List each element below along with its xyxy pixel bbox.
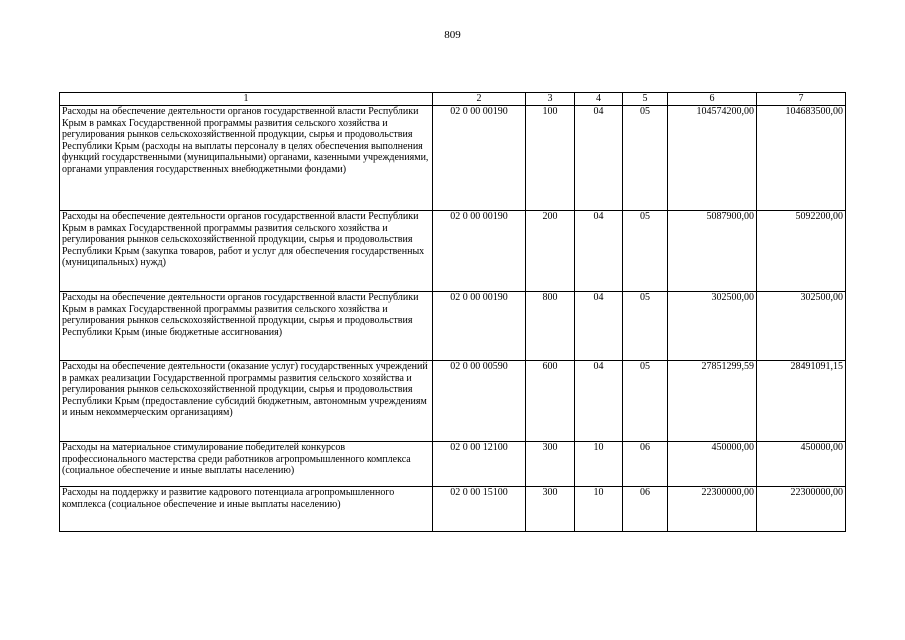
table-row <box>60 361 846 442</box>
row-code: 02 0 00 15100 <box>433 487 526 532</box>
row-description: Расходы на обеспечение деятельности органов государственной власти Республики Крым в рамках Государственной программы развития сельского хозяйства и регулирования рынков сельскохозяйственной продукции, сырья и продовольствия Республики Крым (иные бюджетные ассигнования) <box>60 292 433 361</box>
row-amount-2: 5092200,00 <box>757 211 846 292</box>
row-col3: 300 <box>526 487 575 532</box>
row-amount-1: 104574200,00 <box>668 106 757 211</box>
row-amount-2: 302500,00 <box>757 292 846 361</box>
row-col4: 10 <box>575 487 623 532</box>
row-col4: 10 <box>575 442 623 487</box>
header-cell: 4 <box>575 93 623 106</box>
header-row <box>60 93 846 106</box>
row-col4: 04 <box>575 106 623 211</box>
table-row <box>60 211 846 292</box>
row-col3: 200 <box>526 211 575 292</box>
row-amount-2: 28491091,15 <box>757 361 846 442</box>
row-description: Расходы на обеспечение деятельности органов государственной власти Республики Крым в рамках Государственной программы развития сельского хозяйства и регулирования рынков сельскохозяйственной продукции, сырья и продовольствия Республики Крым (закупка товаров, работ и услуг для обеспечения государственных (муниципальных) нужд) <box>60 211 433 292</box>
row-col4: 04 <box>575 292 623 361</box>
row-code: 02 0 00 00590 <box>433 361 526 442</box>
row-col5: 05 <box>623 292 668 361</box>
header-cell: 5 <box>623 93 668 106</box>
budget-table <box>59 92 846 532</box>
row-col3: 600 <box>526 361 575 442</box>
row-amount-2: 104683500,00 <box>757 106 846 211</box>
table-row <box>60 292 846 361</box>
row-col4: 04 <box>575 361 623 442</box>
row-amount-1: 5087900,00 <box>668 211 757 292</box>
row-code: 02 0 00 00190 <box>433 211 526 292</box>
header-cell: 3 <box>526 93 575 106</box>
row-col5: 05 <box>623 106 668 211</box>
row-description: Расходы на поддержку и развитие кадрового потенциала агропромышленного комплекса (социальное обеспечение и иные выплаты населению) <box>60 487 433 532</box>
row-description: Расходы на обеспечение деятельности органов государственной власти Республики Крым в рамках Государственной программы развития сельского хозяйства и регулирования рынков сельскохозяйственной продукции, сырья и продовольствия Республики Крым (расходы на выплаты персоналу в целях обеспечения выполнения функций государственными (муниципальными) органами, казенными учреждениями, органами управления государственных внебюджетными фондами) <box>60 106 433 211</box>
row-amount-2: 450000,00 <box>757 442 846 487</box>
row-amount-1: 27851299,59 <box>668 361 757 442</box>
row-col5: 05 <box>623 211 668 292</box>
row-code: 02 0 00 00190 <box>433 292 526 361</box>
header-cell: 6 <box>668 93 757 106</box>
row-code: 02 0 00 12100 <box>433 442 526 487</box>
page-number: 809 <box>444 29 461 41</box>
row-amount-1: 302500,00 <box>668 292 757 361</box>
row-col4: 04 <box>575 211 623 292</box>
table-row <box>60 442 846 487</box>
table-row <box>60 487 846 532</box>
row-amount-1: 22300000,00 <box>668 487 757 532</box>
row-amount-1: 450000,00 <box>668 442 757 487</box>
row-description: Расходы на материальное стимулирование победителей конкурсов профессионального мастерства среди работников агропромышленного комплекса (социальное обеспечение и иные выплаты населению) <box>60 442 433 487</box>
row-col3: 100 <box>526 106 575 211</box>
row-description: Расходы на обеспечение деятельности (оказание услуг) государственных учреждений в рамках реализации Государственной программы развития сельского хозяйства и регулирования рынков сельскохозяйственной продукции, сырья и продовольствия Республики Крым (предоставление субсидий бюджетным, автономным учреждениям и иным некоммерческим организациям) <box>60 361 433 442</box>
row-col5: 06 <box>623 442 668 487</box>
row-col5: 05 <box>623 361 668 442</box>
row-col3: 300 <box>526 442 575 487</box>
row-col5: 06 <box>623 487 668 532</box>
row-col3: 800 <box>526 292 575 361</box>
header-cell: 2 <box>433 93 526 106</box>
row-amount-2: 22300000,00 <box>757 487 846 532</box>
row-code: 02 0 00 00190 <box>433 106 526 211</box>
header-cell: 7 <box>757 93 846 106</box>
table-row <box>60 106 846 211</box>
header-cell: 1 <box>60 93 433 106</box>
